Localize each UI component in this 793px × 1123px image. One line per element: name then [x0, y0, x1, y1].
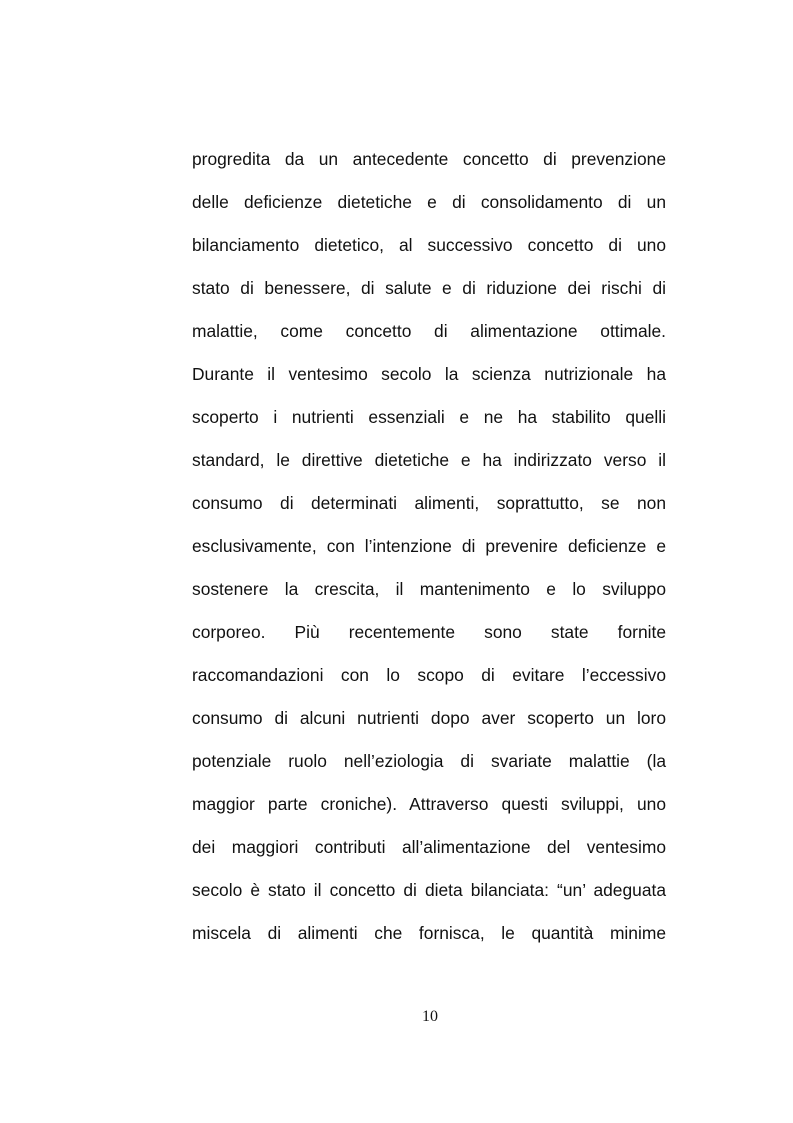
- text-line: bilanciamento dietetico, al successivo concetto di uno: [192, 235, 666, 255]
- body-text: [192, 138, 666, 955]
- text-line: sostenere la crescita, il mantenimento e lo sviluppo: [192, 579, 666, 599]
- text-line: corporeo. Più recentemente sono state fornite: [192, 622, 666, 642]
- text-line: dei maggiori contributi all’alimentazione del ventesimo: [192, 837, 666, 857]
- text-line: consumo di alcuni nutrienti dopo aver scoperto un loro: [192, 708, 666, 728]
- page-number: 10: [422, 1008, 438, 1025]
- text-line: malattie, come concetto di alimentazione ottimale.: [192, 321, 666, 341]
- text-line: potenziale ruolo nell’eziologia di svariate malattie (la: [192, 751, 666, 771]
- text-line: maggior parte croniche). Attraverso questi sviluppi, uno: [192, 794, 666, 814]
- text-line: stato di benessere, di salute e di riduzione dei rischi di: [192, 278, 666, 298]
- text-line: delle deficienze dietetiche e di consolidamento di un: [192, 192, 666, 212]
- text-line: raccomandazioni con lo scopo di evitare l’eccessivo: [192, 665, 666, 685]
- text-line: esclusivamente, con l’intenzione di prevenire deficienze e: [192, 536, 666, 556]
- text-line: scoperto i nutrienti essenziali e ne ha stabilito quelli: [192, 407, 666, 427]
- text-line: Durante il ventesimo secolo la scienza nutrizionale ha: [192, 364, 666, 384]
- text-line: secolo è stato il concetto di dieta bilanciata: “un’ adeguata: [192, 880, 666, 900]
- text-line: consumo di determinati alimenti, soprattutto, se non: [192, 493, 666, 513]
- text-line: standard, le direttive dietetiche e ha indirizzato verso il: [192, 450, 666, 470]
- text-line: miscela di alimenti che fornisca, le quantità minime: [192, 923, 666, 943]
- text-line: progredita da un antecedente concetto di prevenzione: [192, 149, 666, 169]
